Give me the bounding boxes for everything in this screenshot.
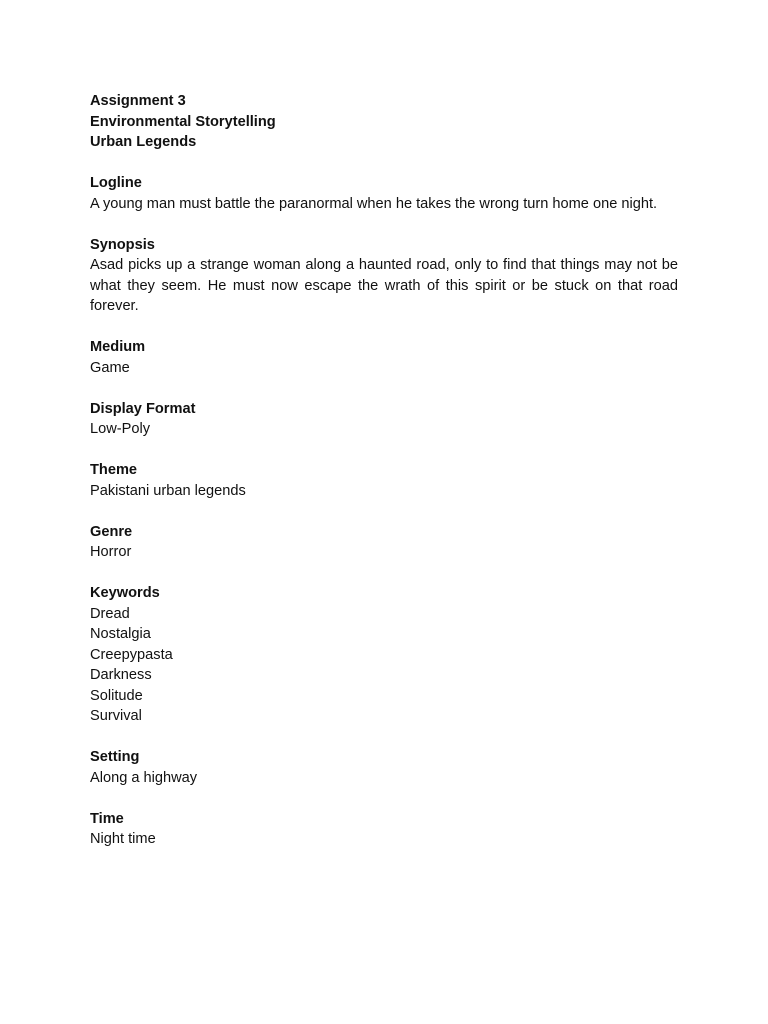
keywords-heading: Keywords [90, 585, 160, 601]
keywords-section [90, 583, 678, 727]
genre-value: Horror [90, 544, 132, 560]
topic-title: Urban Legends [90, 134, 197, 150]
synopsis-section [90, 235, 678, 317]
document-page [90, 91, 678, 850]
genre-heading: Genre [90, 523, 133, 540]
setting-section [90, 747, 678, 788]
logline-heading: Logline [90, 175, 142, 191]
keyword-item: Nostalgia [90, 626, 151, 642]
synopsis-text: Asad picks up a strange woman along a haunted road, only to find that things may not be what they seem. He must now escape the wrath of this spirit or be stuck on that road forever. [90, 257, 678, 314]
assignment-title: Assignment 3 [90, 93, 186, 109]
keyword-item: Dread [90, 605, 130, 622]
display-format-heading: Display Format [90, 400, 196, 417]
logline-section [90, 173, 678, 214]
display-format-value: Low-Poly [90, 421, 151, 437]
keyword-item: Survival [90, 708, 142, 724]
theme-heading: Theme [90, 462, 138, 478]
keyword-item: Darkness [90, 667, 152, 683]
keyword-item: Solitude [90, 687, 143, 704]
title-block [90, 91, 678, 153]
time-value: Night time [90, 831, 156, 847]
setting-heading: Setting [90, 749, 140, 765]
time-heading: Time [90, 810, 124, 827]
time-section [90, 809, 678, 850]
setting-value: Along a highway [90, 769, 198, 786]
medium-heading: Medium [90, 339, 146, 355]
course-title: Environmental Storytelling [90, 113, 276, 130]
genre-section [90, 522, 678, 563]
synopsis-heading: Synopsis [90, 236, 155, 253]
medium-section [90, 337, 678, 378]
theme-section [90, 460, 678, 501]
medium-value: Game [90, 359, 130, 376]
theme-value: Pakistani urban legends [90, 482, 246, 499]
keyword-item: Creepypasta [90, 646, 173, 663]
keywords-list [90, 604, 678, 727]
display-format-section [90, 399, 678, 440]
logline-text: A young man must battle the paranormal when he takes the wrong turn home one night. [90, 195, 658, 212]
